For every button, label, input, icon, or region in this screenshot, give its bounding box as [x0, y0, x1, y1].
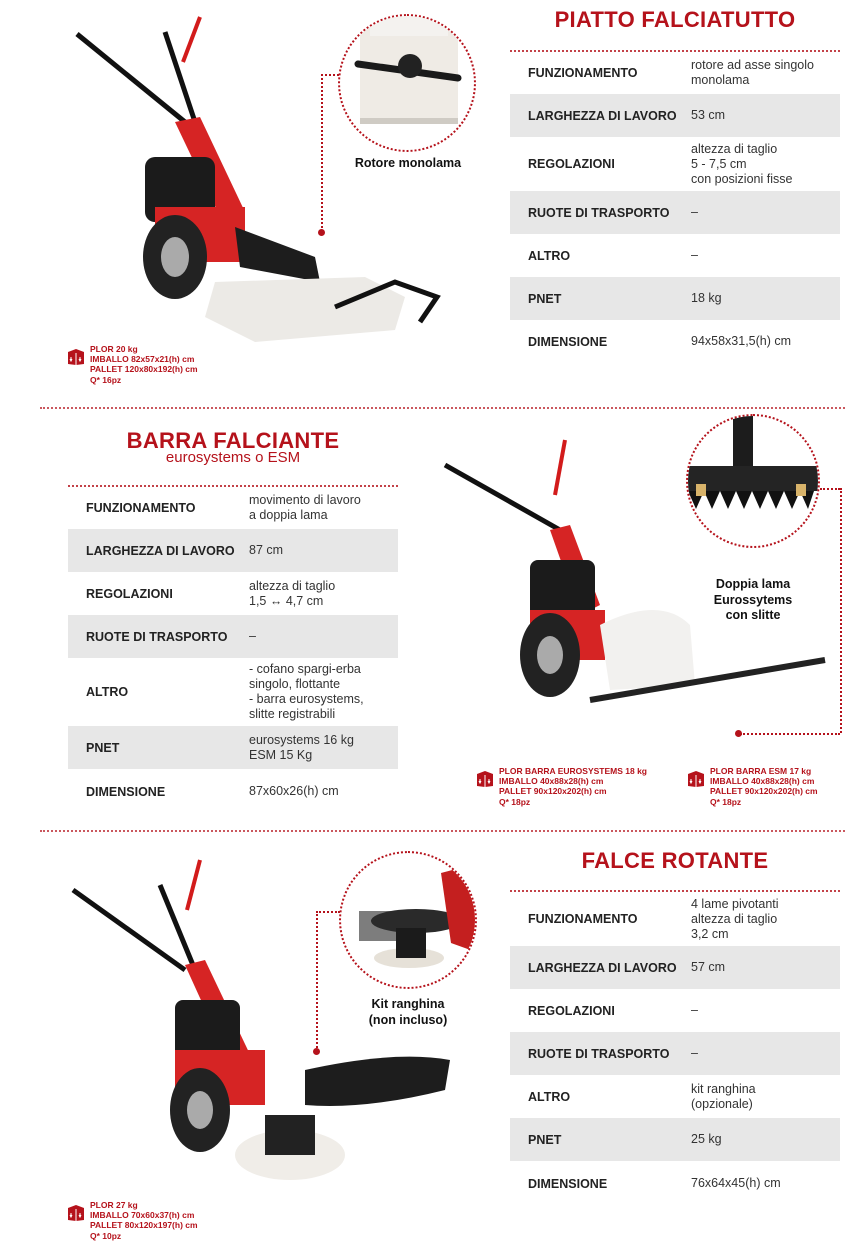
spec-label: FUNZIONAMENTO	[86, 501, 196, 515]
spec-value: 53 cm	[691, 108, 726, 122]
package-box-icon	[67, 1204, 85, 1222]
detail-circle-rotore	[338, 14, 476, 152]
spec-table	[510, 52, 840, 363]
spec-value: –	[691, 205, 698, 219]
packaging-line: IMBALLO 82x57x21(h) cm	[90, 354, 195, 365]
spec-label: DIMENSIONE	[86, 784, 166, 799]
spec-value: –	[691, 248, 698, 262]
spec-label: LARGHEZZA DI LAVORO	[528, 960, 677, 975]
spec-row	[510, 1118, 840, 1161]
spec-label: PNET	[528, 291, 562, 306]
rotor-blade-image	[340, 16, 476, 152]
callout-line	[840, 488, 842, 733]
detail-circle-kit-ranghina	[339, 851, 477, 989]
packaging-line: PLOR BARRA ESM 17 kg	[710, 766, 812, 776]
spec-row	[68, 615, 398, 658]
spec-value: –	[249, 629, 256, 643]
double-blade-image	[688, 416, 820, 548]
spec-row	[510, 1032, 840, 1075]
spec-row	[68, 529, 398, 572]
detail-caption: Rotore monolama	[354, 156, 462, 170]
callout-line	[740, 733, 840, 735]
spec-label: REGOLAZIONI	[528, 157, 615, 171]
section-title: BARRA FALCIANTE	[126, 428, 340, 453]
package-box-icon	[687, 770, 705, 788]
callout-line	[316, 911, 318, 1051]
packaging-line: PALLET 120x80x192(h) cm	[90, 364, 198, 375]
packaging-line: IMBALLO 70x60x37(h) cm	[90, 1210, 195, 1221]
spec-row	[68, 572, 398, 615]
spec-row	[510, 1161, 840, 1206]
section-piatto-falciatutto	[0, 0, 850, 400]
spec-label: DIMENSIONE	[528, 334, 608, 349]
spec-label: ALTRO	[528, 248, 571, 263]
spec-row	[510, 137, 840, 191]
section-falce-rotante	[0, 833, 850, 1251]
spec-row	[510, 320, 840, 363]
spec-value: kit ranghina (opzionale)	[691, 1081, 756, 1111]
section-title: FALCE ROTANTE	[581, 848, 769, 873]
rake-kit-image	[341, 853, 477, 989]
spec-value: movimento di lavoro a doppia lama	[249, 493, 361, 522]
packaging-line: PALLET 80x120x197(h) cm	[90, 1220, 198, 1231]
spec-value: 4 lame pivotanti altezza di taglio 3,2 cm	[691, 896, 779, 941]
spec-value: altezza di taglio 5 - 7,5 cm con posizioni fisse	[691, 141, 793, 186]
detail-caption: Doppia lama Eurossytems con slitte	[713, 577, 793, 623]
package-box-icon	[67, 348, 85, 366]
spec-row	[510, 191, 840, 234]
packaging-info	[67, 1200, 198, 1241]
spec-label: RUOTE DI TRASPORTO	[528, 205, 670, 220]
spec-value: altezza di taglio 1,5 ↔ 4,7 cm	[249, 578, 336, 608]
spec-label: FUNZIONAMENTO	[528, 912, 638, 926]
spec-label: FUNZIONAMENTO	[528, 66, 638, 80]
spec-label: ALTRO	[528, 1089, 571, 1104]
spec-row	[510, 892, 840, 946]
spec-label: DIMENSIONE	[528, 1176, 608, 1191]
spec-label: LARGHEZZA DI LAVORO	[86, 543, 235, 558]
spec-label: RUOTE DI TRASPORTO	[86, 629, 228, 644]
spec-table	[510, 892, 840, 1206]
spec-row	[68, 487, 398, 529]
spec-value: 18 kg	[691, 291, 722, 305]
spec-value: 87 cm	[249, 543, 284, 557]
spec-row	[510, 989, 840, 1032]
spec-label: ALTRO	[86, 685, 129, 699]
spec-label: REGOLAZIONI	[528, 1003, 615, 1018]
spec-value: - cofano spargi-erba singolo, flottante - barra eurosystems, slitte registrabili	[249, 662, 364, 721]
detail-caption: Kit ranghina (non incluso)	[368, 997, 448, 1027]
packaging-line: PALLET 90x120x202(h) cm	[710, 786, 818, 797]
spec-label: LARGHEZZA DI LAVORO	[528, 108, 677, 123]
packaging-line: Q* 10pz	[90, 1230, 122, 1241]
spec-row	[68, 769, 398, 814]
packaging-line: IMBALLO 40x88x28(h) cm	[710, 776, 815, 787]
spec-row	[68, 658, 398, 726]
packaging-info-esm	[687, 766, 818, 807]
packaging-line: PLOR 27 kg	[90, 1200, 138, 1210]
spec-label: RUOTE DI TRASPORTO	[528, 1046, 670, 1061]
callout-pin	[318, 229, 325, 236]
packaging-line: PLOR 20 kg	[90, 344, 138, 354]
section-separator	[40, 407, 845, 409]
spec-label: PNET	[86, 740, 120, 755]
section-separator	[40, 830, 845, 832]
spec-label: PNET	[528, 1132, 562, 1147]
spec-value: –	[691, 1003, 698, 1017]
callout-pin	[313, 1048, 320, 1055]
packaging-line: PLOR BARRA EUROSYSTEMS 18 kg	[499, 766, 647, 776]
callout-line	[321, 74, 323, 232]
spec-value: 94x58x31,5(h) cm	[691, 334, 792, 348]
spec-value: eurosystems 16 kg ESM 15 Kg	[249, 732, 354, 762]
spec-row	[510, 1075, 840, 1118]
callout-line	[316, 911, 340, 913]
spec-value: 87x60x26(h) cm	[249, 784, 339, 798]
spec-value: –	[691, 1046, 698, 1060]
packaging-info	[67, 344, 198, 385]
spec-value: rotore ad asse singolo monolama	[691, 58, 814, 87]
packaging-info-eurosystems	[476, 766, 647, 807]
package-box-icon	[476, 770, 494, 788]
spec-row	[510, 52, 840, 94]
spec-value: 57 cm	[691, 960, 726, 974]
callout-line	[321, 74, 339, 76]
packaging-line: Q* 18pz	[499, 796, 531, 807]
section-subtitle: eurosystems o ESM	[165, 449, 301, 466]
packaging-line: PALLET 90x120x202(h) cm	[499, 786, 607, 797]
spec-row	[510, 234, 840, 277]
spec-table	[68, 487, 398, 814]
spec-row	[510, 946, 840, 989]
section-title: PIATTO FALCIATUTTO	[554, 7, 796, 32]
callout-line	[820, 488, 840, 490]
packaging-line: Q* 16pz	[90, 374, 122, 385]
section-barra-falciante	[0, 410, 850, 830]
spec-row	[68, 726, 398, 769]
spec-value: 76x64x45(h) cm	[691, 1176, 781, 1190]
packaging-line: Q* 18pz	[710, 796, 742, 807]
packaging-line: IMBALLO 40x88x28(h) cm	[499, 776, 604, 787]
detail-circle-doppia-lama	[686, 414, 820, 548]
spec-row	[510, 277, 840, 320]
spec-label: REGOLAZIONI	[86, 586, 173, 601]
callout-pin	[735, 730, 742, 737]
spec-row	[510, 94, 840, 137]
spec-value: 25 kg	[691, 1132, 722, 1146]
